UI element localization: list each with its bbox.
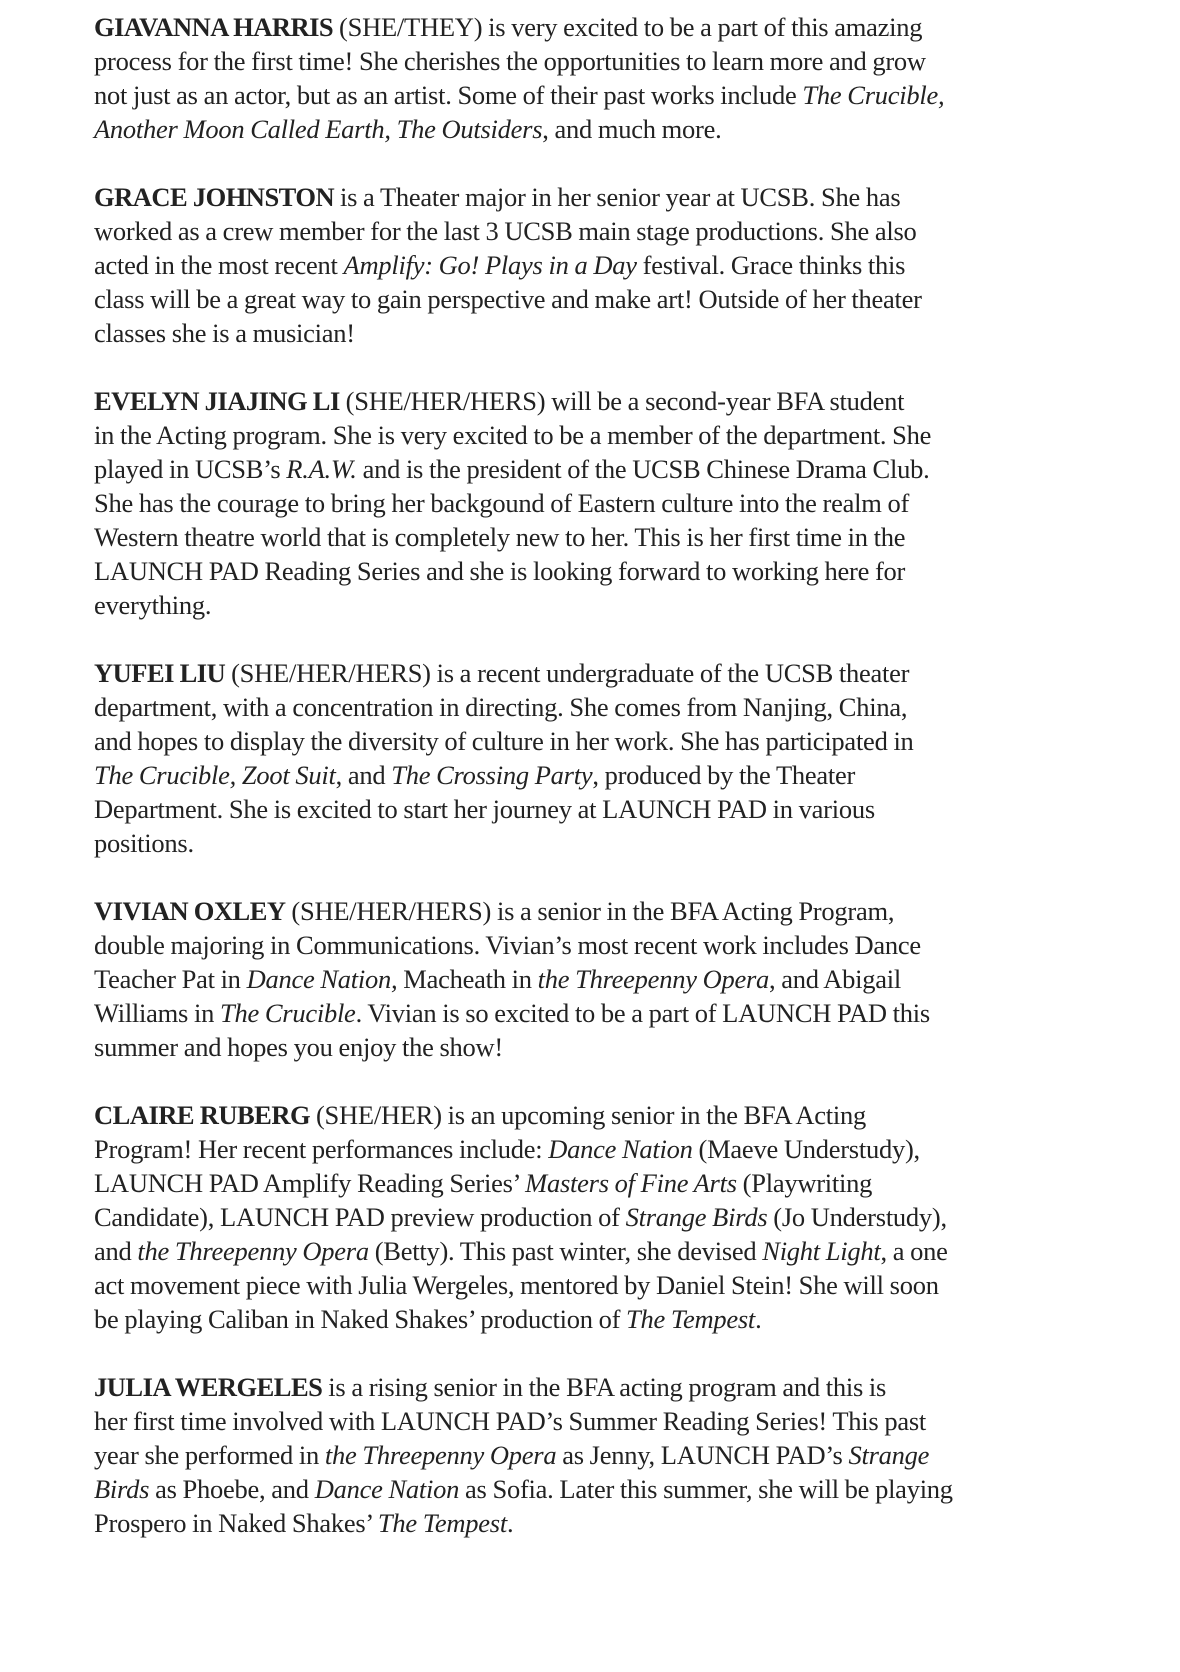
bio-line: [94, 588, 1094, 622]
work-title: the Threepenny Opera: [137, 1236, 369, 1266]
bio-text: summer and hopes you enjoy the show!: [94, 1032, 503, 1062]
bio-line: [94, 1302, 1094, 1336]
bio-line: [94, 724, 1094, 758]
work-title: Dance Nation: [314, 1474, 460, 1504]
bio-text: She has the courage to bring her backgound of Eastern culture into the realm of: [94, 488, 910, 518]
bio-text: .: [506, 1508, 514, 1538]
bio-text: , and: [335, 760, 392, 790]
bio-text: Macheath in: [397, 964, 538, 994]
bio-text: (SHE/HER) is an upcoming senior in the BFA Acting: [310, 1100, 866, 1130]
bio-line: [94, 656, 1094, 690]
bio-text: as Jenny, LAUNCH PAD’s: [556, 1440, 849, 1470]
bio-text: worked as a crew member for the last 3 UCSB main stage productions. She also: [94, 216, 917, 246]
bio-text: positions.: [94, 828, 194, 858]
bio-text: , and Abigail: [769, 964, 901, 994]
work-title: Night Light: [762, 1236, 881, 1266]
work-title: The Crucible: [219, 998, 356, 1028]
work-title: Strange Birds: [625, 1202, 768, 1232]
bio-text: (Maeve Understudy),: [692, 1134, 920, 1164]
bio-text: Department. She is excited to start her journey at LAUNCH PAD in various: [94, 794, 875, 824]
bio-line: [94, 78, 1094, 112]
bio-line: [94, 316, 1094, 350]
bio-text: Western theatre world that is completely new to her. This is her first time in the: [94, 522, 906, 552]
bio-line: [94, 520, 1094, 554]
bio-text: and hopes to display the diversity of culture in her work. She has participated in: [94, 726, 914, 756]
bio-text: , a one: [880, 1236, 948, 1266]
bio-text: (Playwriting: [736, 1168, 873, 1198]
bio-line: [94, 1404, 1094, 1438]
bio-text: (SHE/HER/HERS) will be a second-year BFA student: [339, 386, 905, 416]
bio-text: department, with a concentration in directing. She comes from Nanjing, China,: [94, 692, 908, 722]
bio-text: LAUNCH PAD Amplify Reading Series’: [94, 1168, 526, 1198]
work-title: Dance Nation,: [246, 964, 398, 994]
bio-line: [94, 1472, 1094, 1506]
bio-text: in the Acting program. She is very excited to be a member of the department. She: [94, 420, 932, 450]
work-title: The Crucible, Zoot Suit: [94, 760, 336, 790]
bio-line: [94, 826, 1094, 860]
work-title: the Threepenny Opera: [537, 964, 770, 994]
bio-line: [94, 554, 1094, 588]
bio-text: Program! Her recent performances include:: [94, 1134, 549, 1164]
bio-text: her first time involved with LAUNCH PAD’s Summer Reading Series! This past: [94, 1406, 927, 1436]
bio-name: EVELYN JIAJING LI: [94, 386, 340, 416]
bio-text: (SHE/HER/HERS) is a recent undergraduate of the UCSB theater: [225, 658, 910, 688]
bio-text: and: [94, 1236, 138, 1266]
bio-text: LAUNCH PAD Reading Series and she is looking forward to working here for: [94, 556, 906, 586]
bio-text: Candidate), LAUNCH PAD preview production of: [94, 1202, 626, 1232]
bio-text: Williams in: [94, 998, 220, 1028]
bio-name: VIVIAN OXLEY: [94, 896, 286, 926]
bio-paragraph: [94, 1098, 1094, 1336]
bio-line: [94, 1200, 1094, 1234]
bio-text: is a rising senior in the BFA acting program and this is: [322, 1372, 887, 1402]
bio-text: (Jo Understudy),: [767, 1202, 947, 1232]
bio-line: [94, 282, 1094, 316]
bio-text: , and much more.: [542, 114, 722, 144]
work-title: Amplify: Go! Plays in a Day: [343, 250, 637, 280]
work-title: The Crossing Party: [391, 760, 593, 790]
bio-text: not just as an actor, but as an artist. Some of their past works include: [94, 80, 803, 110]
bio-text: act movement piece with Julia Wergeles, mentored by Daniel Stein! She will soon: [94, 1270, 939, 1300]
bio-paragraph: [94, 10, 1094, 146]
bio-line: [94, 1030, 1094, 1064]
bio-text: Prospero in Naked Shakes’: [94, 1508, 378, 1538]
work-title: Dance Nation: [548, 1134, 693, 1164]
bio-text: , produced by the Theater: [592, 760, 856, 790]
bio-line: [94, 452, 1094, 486]
bio-text: is a Theater major in her senior year at UCSB. She has: [334, 182, 901, 212]
bio-text: . Vivian is so excited to be a part of LAUNCH PAD this: [355, 998, 930, 1028]
bio-text: (SHE/HER/HERS) is a senior in the BFA Acting Program,: [285, 896, 895, 926]
bio-line: [94, 180, 1094, 214]
work-title: Birds: [94, 1474, 150, 1504]
bio-text: process for the first time! She cherishes the opportunities to learn more and grow: [94, 46, 926, 76]
bio-line: [94, 1166, 1094, 1200]
bio-line: [94, 10, 1094, 44]
bio-line: [94, 792, 1094, 826]
bio-line: [94, 928, 1094, 962]
bio-name: GRACE JOHNSTON: [94, 182, 335, 212]
bio-line: [94, 758, 1094, 792]
bio-text: as Sofia. Later this summer, she will be playing: [459, 1474, 953, 1504]
bio-name: JULIA WERGELES: [94, 1372, 323, 1402]
bio-line: [94, 996, 1094, 1030]
bio-line: [94, 1098, 1094, 1132]
work-title: The Tempest: [626, 1304, 756, 1334]
bio-line: [94, 1234, 1094, 1268]
bio-text: .: [755, 1304, 762, 1334]
bio-name: GIAVANNA HARRIS: [94, 12, 334, 42]
work-title: Strange: [848, 1440, 930, 1470]
work-title: The Crucible,: [802, 80, 945, 110]
bio-text: (SHE/THEY) is very excited to be a part of this amazing: [333, 12, 923, 42]
bio-line: [94, 1438, 1094, 1472]
bio-line: [94, 1370, 1094, 1404]
work-title: Another Moon Called Earth, The Outsiders: [94, 114, 543, 144]
bio-paragraph: [94, 384, 1094, 622]
bio-text: as Phoebe, and: [149, 1474, 315, 1504]
bio-paragraph: [94, 180, 1094, 350]
bio-line: [94, 486, 1094, 520]
work-title: the Threepenny Opera: [324, 1440, 557, 1470]
bio-line: [94, 418, 1094, 452]
bio-text: festival. Grace thinks this: [636, 250, 906, 280]
bio-line: [94, 384, 1094, 418]
bio-text: double majoring in Communications. Vivian’s most recent work includes Dance: [94, 930, 921, 960]
bio-text: acted in the most recent: [94, 250, 344, 280]
bios-document: [94, 10, 1094, 1574]
bio-name: CLAIRE RUBERG: [94, 1100, 311, 1130]
bio-line: [94, 112, 1094, 146]
bio-line: [94, 44, 1094, 78]
bio-text: class will be a great way to gain perspective and make art! Outside of her theater: [94, 284, 922, 314]
bio-name: YUFEI LIU: [94, 658, 226, 688]
bio-text: played in UCSB’s: [94, 454, 287, 484]
bio-text: everything.: [94, 590, 212, 620]
work-title: Masters of Fine Arts: [525, 1168, 737, 1198]
bio-text: be playing Caliban in Naked Shakes’ production of: [94, 1304, 627, 1334]
bio-line: [94, 214, 1094, 248]
bio-paragraph: [94, 1370, 1094, 1540]
bio-line: [94, 248, 1094, 282]
bio-text: year she performed in: [94, 1440, 325, 1470]
bio-line: [94, 1132, 1094, 1166]
bio-text: Teacher Pat in: [94, 964, 247, 994]
bio-text: (Betty). This past winter, she devised: [368, 1236, 763, 1266]
work-title: R.A.W.: [286, 454, 357, 484]
bio-paragraph: [94, 894, 1094, 1064]
bio-line: [94, 894, 1094, 928]
work-title: The Tempest: [377, 1508, 507, 1538]
bio-line: [94, 1268, 1094, 1302]
bio-text: and is the president of the UCSB Chinese Drama Club.: [356, 454, 930, 484]
bio-paragraph: [94, 656, 1094, 860]
bio-line: [94, 962, 1094, 996]
bio-line: [94, 690, 1094, 724]
bio-text: classes she is a musician!: [94, 318, 355, 348]
bio-line: [94, 1506, 1094, 1540]
